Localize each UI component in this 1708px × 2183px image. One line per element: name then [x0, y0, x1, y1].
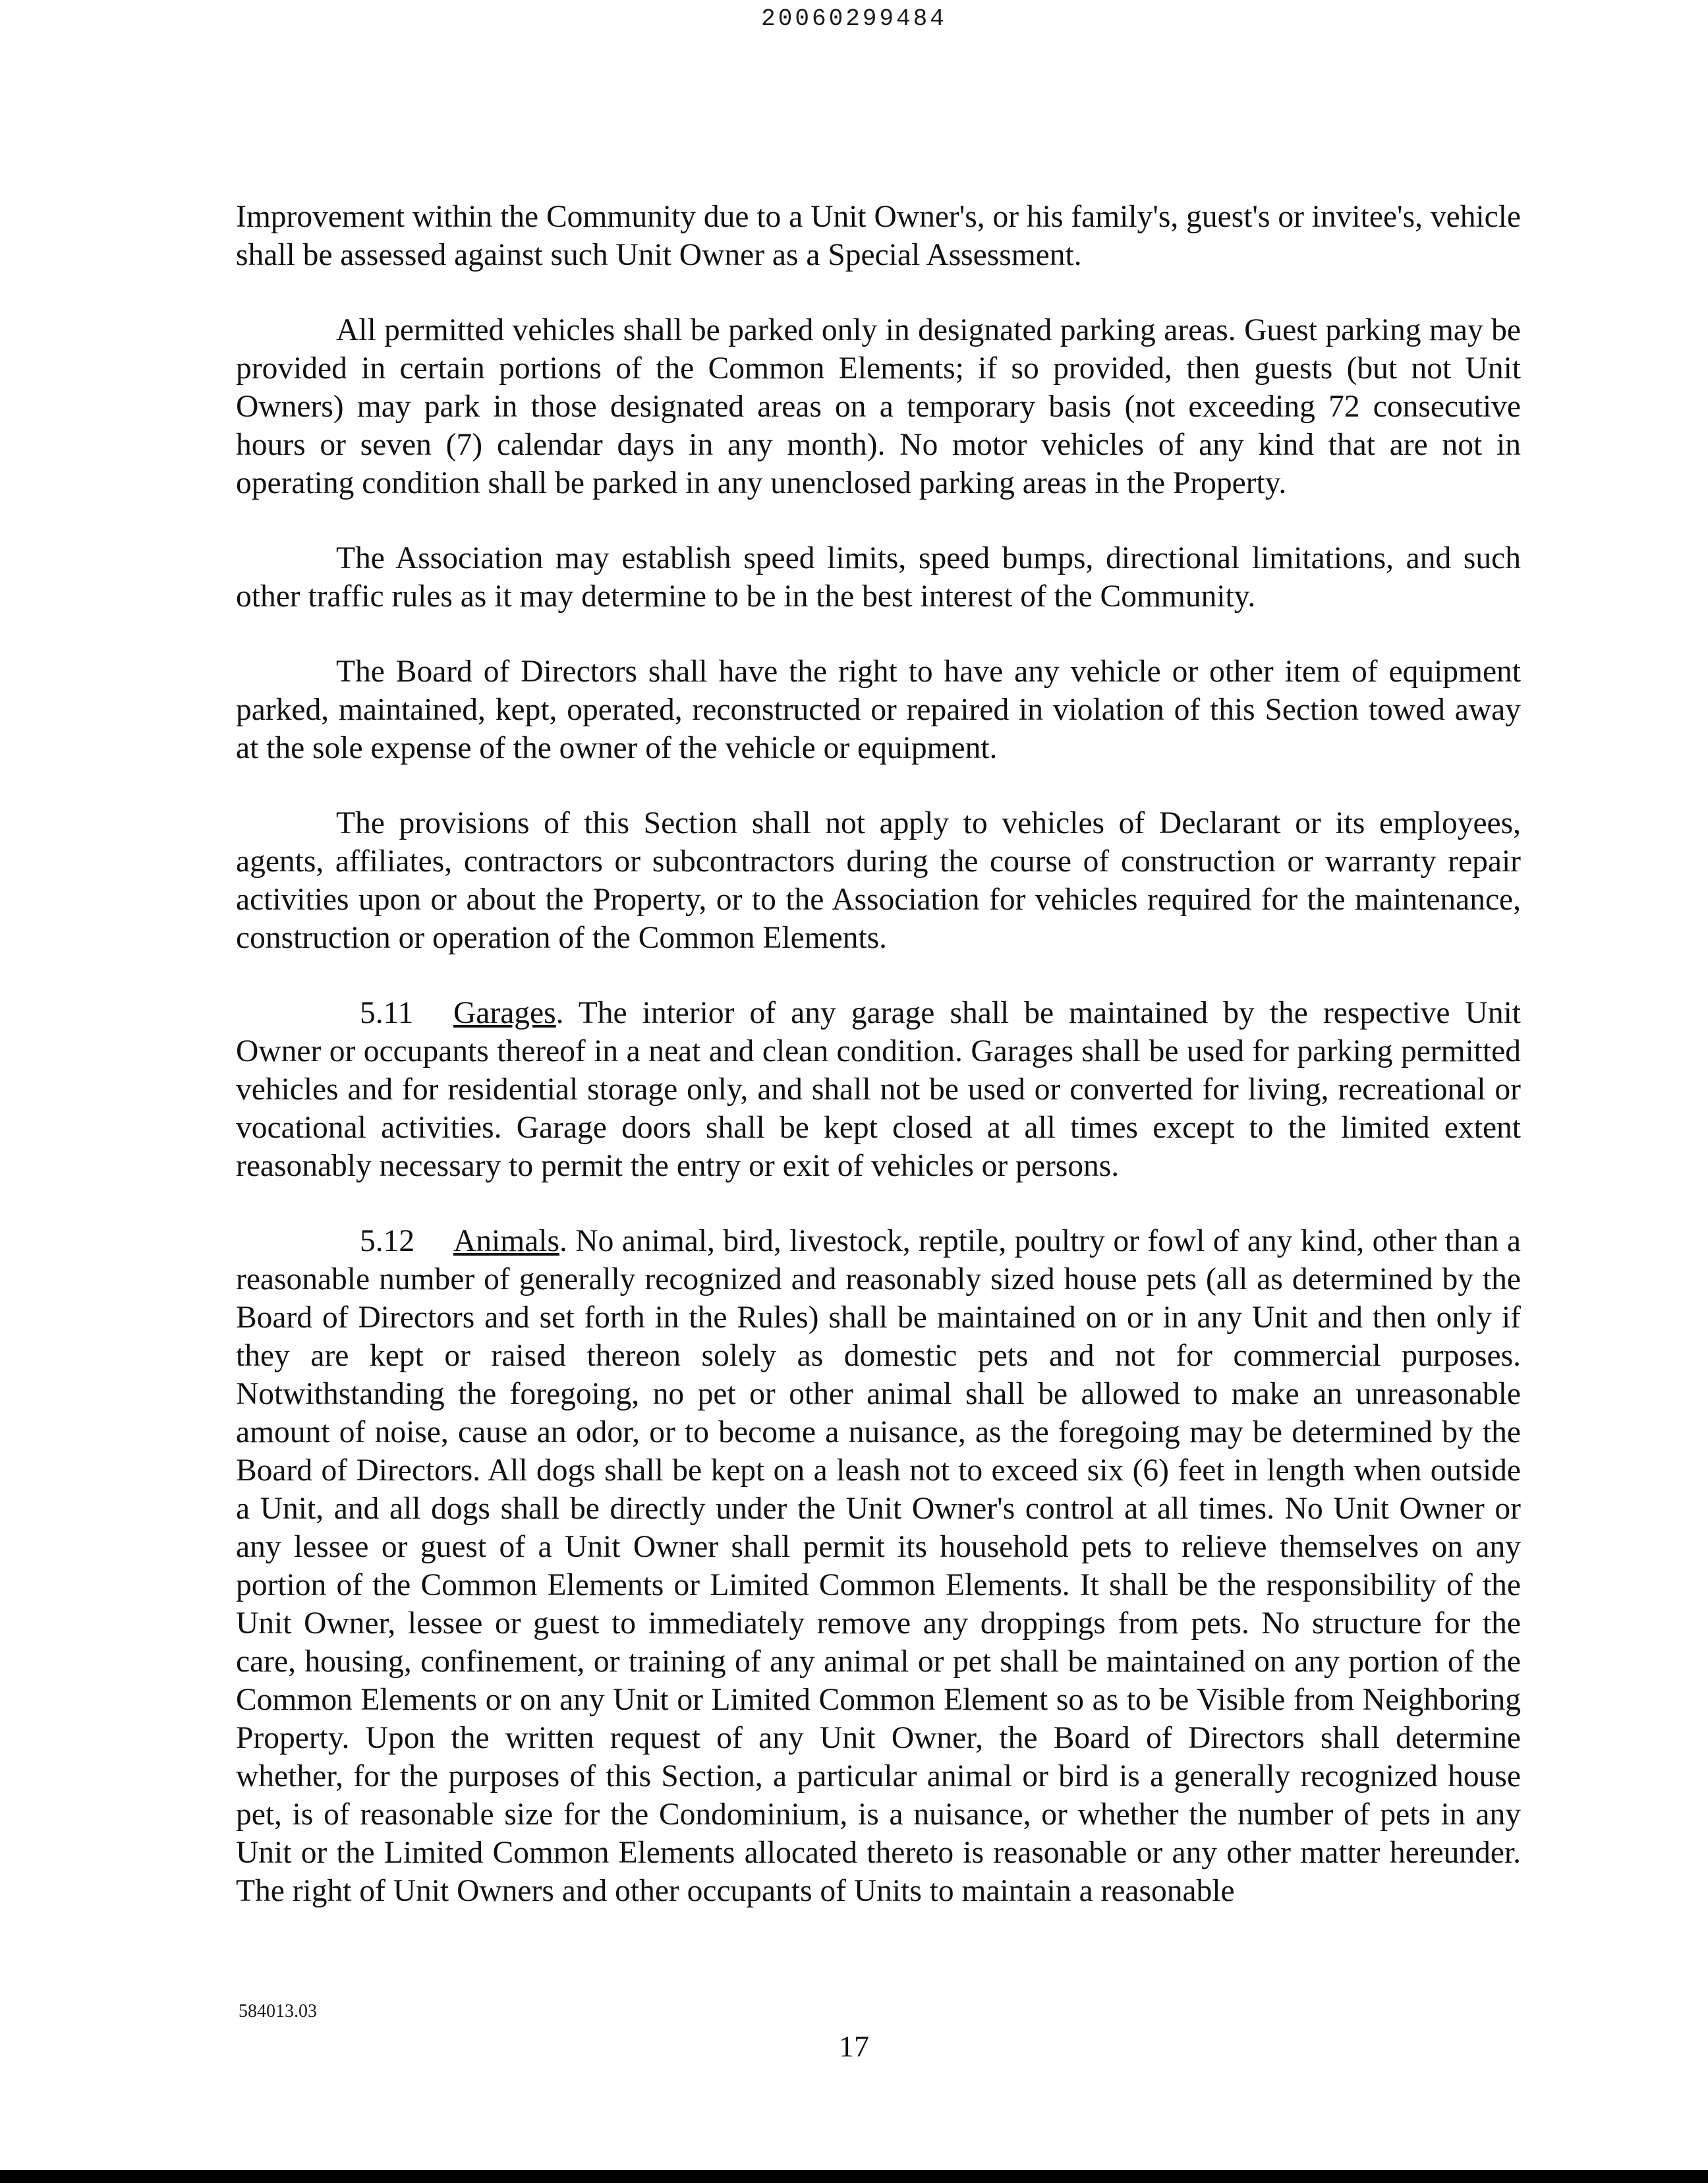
- paragraph-traffic-rules: The Association may establish speed limits, speed bumps, directional limitations, and such other traffic rules as it may determine to be in the best interest of the Community.: [236, 541, 1521, 614]
- section-animals: [236, 1222, 1521, 1910]
- section-number: 5.12: [360, 1224, 415, 1258]
- paragraph-towing: The Board of Directors shall have the right to have any vehicle or other item of equipment parked, maintained, kept, operated, reconstructed or repaired in violation of this Section towed away at the sole expense of the owner of the vehicle or equipment.: [236, 655, 1521, 765]
- section-title: Garages: [453, 996, 556, 1030]
- section-title: Animals: [453, 1224, 559, 1258]
- document-body: [236, 198, 1521, 1947]
- scan-border: [0, 2170, 1708, 2183]
- section-text: . The interior of any garage shall be maintained by the respective Unit Owner or occupants thereof in a neat and clean condition. Garages shall be used for parking permitted vehicles and for residential storage only, and shall not be used or converted for living, recreational or vocational activities. Garage doors shall be kept closed at all times except to the limited extent reasonably necessary to permit the entry or exit of vehicles or persons.: [236, 996, 1521, 1183]
- section-garages: [236, 994, 1521, 1185]
- document-number: 20060299484: [761, 5, 947, 32]
- paragraph-vehicle-damage: Improvement within the Community due to a Unit Owner's, or his family's, guest's or invitee's, vehicle shall be assessed against such Unit Owner as a Special Assessment.: [236, 200, 1521, 272]
- section-text: . No animal, bird, livestock, reptile, poultry or fowl of any kind, other than a reasonable number of generally recognized and reasonably sized house pets (all as determined by the Board of Directors and set forth in the Rules) shall be maintained on or in any Unit and then only if they are kept or raised thereon solely as domestic pets and not for commercial purposes. Notwithstanding the foregoing, no pet or other animal shall be allowed to make an unreasonable amount of noise, cause an odor, or to become a nuisance, as the foregoing may be determined by the Board of Directors. All dogs shall be kept on a leash not to exceed six (6) feet in length when outside a Unit, and all dogs shall be directly under the Unit Owner's control at all times. No Unit Owner or any lessee or guest of a Unit Owner shall permit its household pets to relieve themselves on any portion of the Common Elements or Limited Common Elements. It shall be the responsibility of the Unit Owner, lessee or guest to immediately remove any droppings from pets. No structure for the care, housing, confinement, or training of any animal or pet shall be maintained on any portion of the Common Elements or on any Unit or Limited Common Element so as to be Visible from Neighboring Property. Upon the written request of any Unit Owner, the Board of Directors shall determine whether, for the purposes of this Section, a particular animal or bird is a generally recognized house pet, is of reasonable size for the Condominium, is a nuisance, or whether the number of pets in any Unit or the Limited Common Elements allocated thereto is reasonable or any other matter hereunder. The right of Unit Owners and other occupants of Units to maintain a reasonable: [236, 1224, 1521, 1908]
- page-number: 17: [839, 2029, 869, 2063]
- section-number: 5.11: [360, 996, 414, 1030]
- paragraph-parking-areas: All permitted vehicles shall be parked only in designated parking areas. Guest parking may be provided in certain portions of the Common Elements; if so provided, then guests (but not Unit Owners) may park in those designated areas on a temporary basis (not exceeding 72 consecutive hours or seven (7) calendar days in any month). No motor vehicles of any kind that are not in operating condition shall be parked in any unenclosed parking areas in the Property.: [236, 313, 1521, 500]
- footer-doc-code: 584013.03: [239, 2001, 317, 2022]
- paragraph-exemptions: The provisions of this Section shall not apply to vehicles of Declarant or its employees, agents, affiliates, contractors or subcontractors during the course of construction or warranty repair activities upon or about the Property, or to the Association for vehicles required for the maintenance, construction or operation of the Common Elements.: [236, 806, 1521, 955]
